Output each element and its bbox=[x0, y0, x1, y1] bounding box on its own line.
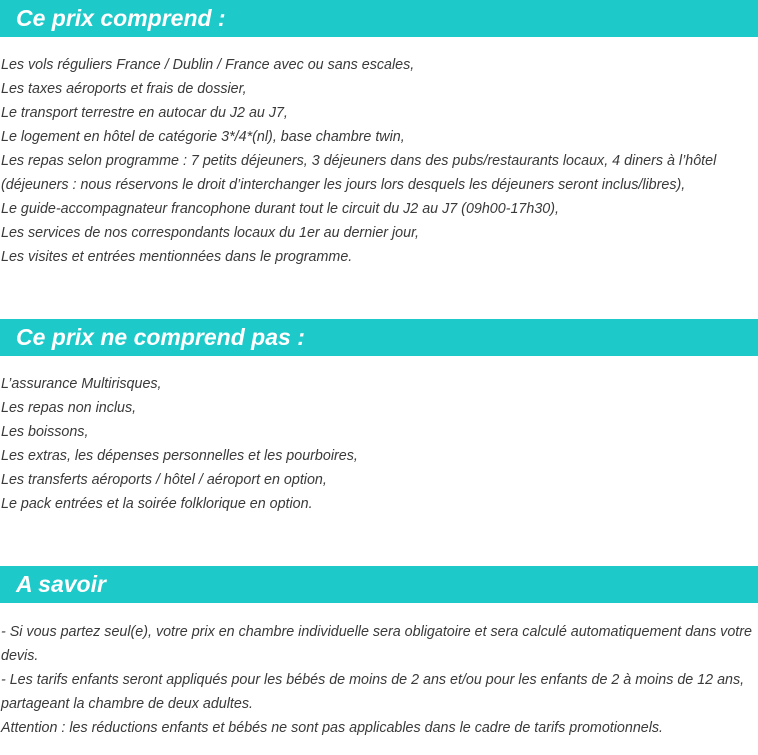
includes-list bbox=[1, 53, 753, 269]
list-item: Les taxes aéroports et frais de dossier, bbox=[1, 81, 247, 97]
section-title-includes: Ce prix comprend : bbox=[0, 0, 758, 37]
list-item: - Les tarifs enfants seront appliqués pour les bébés de moins de 2 ans et/ou pour les enfants de 2 à moins de 12 ans, partageant la chambre de deux adultes. bbox=[1, 672, 745, 712]
list-item: L’assurance Multirisques, bbox=[1, 376, 162, 392]
list-item: - Si vous partez seul(e), votre prix en chambre individuelle sera obligatoire et sera calculé automatiquement dans votre devis. bbox=[1, 624, 752, 664]
list-item: Les vols réguliers France / Dublin / France avec ou sans escales, bbox=[1, 57, 415, 73]
list-item: Le transport terrestre en autocar du J2 au J7, bbox=[1, 105, 288, 121]
list-item: Les services de nos correspondants locaux du 1er au dernier jour, bbox=[1, 225, 420, 241]
list-item: Les visites et entrées mentionnées dans le programme. bbox=[1, 249, 353, 265]
list-item: Les boissons, bbox=[1, 424, 89, 440]
list-item: Le pack entrées et la soirée folklorique en option. bbox=[1, 496, 313, 512]
list-item: Les transferts aéroports / hôtel / aéroport en option, bbox=[1, 472, 327, 488]
section-title-excludes: Ce prix ne comprend pas : bbox=[0, 319, 758, 356]
good-to-know-list bbox=[1, 620, 753, 740]
excludes-list bbox=[1, 372, 753, 516]
list-item: Les repas selon programme : 7 petits déjeuners, 3 déjeuners dans des pubs/restaurants locaux, 4 diners à l’hôtel bbox=[1, 153, 717, 169]
list-item: Attention : les réductions enfants et bébés ne sont pas applicables dans le cadre de tarifs promotionnels. bbox=[1, 720, 664, 736]
list-item: (déjeuners : nous réservons le droit d’interchanger les jours lors desquels les déjeuners seront inclus/libres), bbox=[1, 177, 686, 193]
list-item: Les extras, les dépenses personnelles et les pourboires, bbox=[1, 448, 358, 464]
list-item: Le guide-accompagnateur francophone durant tout le circuit du J2 au J7 (09h00-17h30), bbox=[1, 201, 559, 217]
list-item: Les repas non inclus, bbox=[1, 400, 137, 416]
section-title-good-to-know: A savoir bbox=[0, 566, 758, 603]
list-item: Le logement en hôtel de catégorie 3*/4*(nl), base chambre twin, bbox=[1, 129, 405, 145]
